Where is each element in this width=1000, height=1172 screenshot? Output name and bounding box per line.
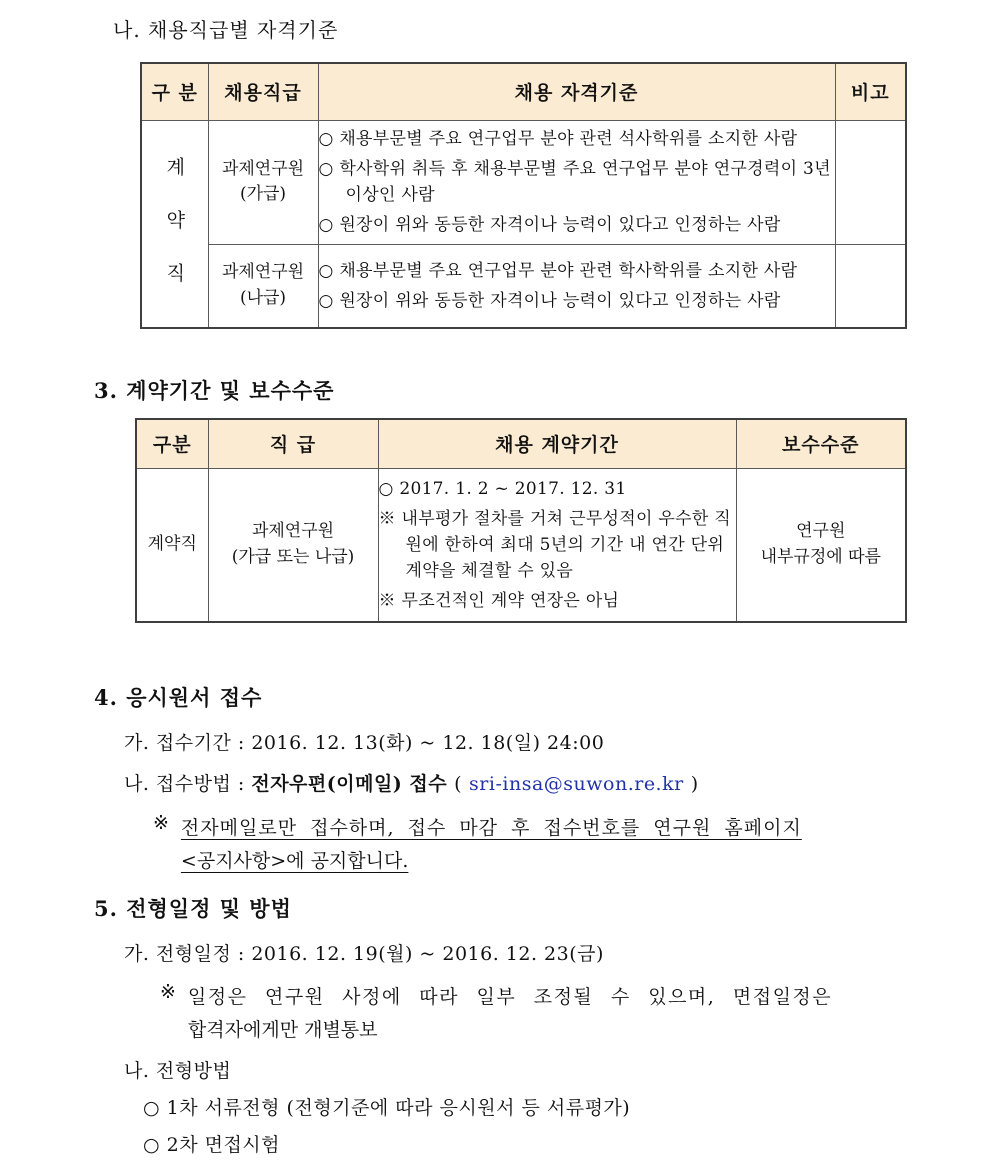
t2-pay-cell	[736, 468, 906, 622]
t1-row2-note-cell	[835, 244, 906, 328]
schedule-note	[160, 981, 960, 1047]
application-note-line1: 전자메일로만 접수하며, 접수 마감 후 접수번호를 연구원 홈페이지	[180, 817, 802, 839]
criteria-bullet: ○ 채용부문별 주요 연구업무 분야 관련 학사학위를 소지한 사람	[318, 260, 798, 281]
selection-schedule-item: 가. 전형일정 : 2016. 12. 19(월) ~ 2016. 12. 23(금)	[124, 943, 604, 965]
qualification-row-grade-b	[141, 244, 906, 328]
contract-table	[135, 418, 907, 623]
application-method-item	[124, 769, 706, 796]
t1-header-criteria: 채용 자격기준	[318, 63, 835, 120]
t1-row1-criteria-cell	[318, 120, 835, 244]
t1-row2-grade-class: (나급)	[239, 287, 287, 308]
selection-method-item: 나. 전형방법	[124, 1060, 232, 1082]
contract-table-header-row	[136, 419, 906, 468]
t2-category-cell: 계약직	[136, 468, 208, 622]
application-period-item: 가. 접수기간 : 2016. 12. 13(화) ~ 12. 18(일) 24:00	[124, 732, 605, 754]
period-bullet: ※ 무조건적인 계약 연장은 아님	[378, 590, 620, 611]
reference-mark: ※	[153, 812, 169, 834]
t1-row2-grade-cell	[208, 244, 318, 328]
application-note-line2: <공지사항>에 공지합니다.	[180, 850, 409, 872]
application-method-prefix: 나. 접수방법 :	[124, 773, 252, 795]
qualification-table-header-row	[141, 63, 906, 120]
selection-method-step2: ○ 2차 면접시험	[143, 1134, 281, 1156]
t1-header-grade: 채용직급	[208, 63, 318, 120]
criteria-bullet: ○ 원장이 위와 동등한 자격이나 능력이 있다고 인정하는 사람	[318, 215, 781, 235]
t2-grade-class: (가급 또는 나급)	[231, 546, 355, 567]
t1-row1-grade-name: 과제연구원	[221, 158, 305, 179]
t2-pay-line2: 내부규정에 따름	[760, 546, 881, 567]
t2-period-cell	[378, 468, 736, 622]
t2-grade-cell	[208, 468, 378, 622]
t1-header-note: 비고	[835, 63, 906, 120]
selection-method-step1: ○ 1차 서류전형 (전형기준에 따라 응시원서 등 서류평가)	[143, 1097, 631, 1119]
criteria-bullet: ○ 채용부문별 주요 연구업무 분야 관련 석사학위를 소지한 사람	[318, 129, 798, 149]
t2-header-pay: 보수수준	[736, 419, 906, 468]
t1-header-category: 구 분	[141, 63, 208, 120]
paren-close: )	[690, 773, 699, 795]
t2-grade-name: 과제연구원	[251, 521, 335, 542]
application-method-email-label: 전자우편(이메일) 접수	[251, 773, 448, 795]
contract-table-body-row	[136, 468, 906, 622]
schedule-note-line2: 합격자에게만 개별통보	[187, 1019, 378, 1041]
heading-selection-schedule: 5. 전형일정 및 방법	[94, 896, 292, 921]
heading-contract-period: 3. 계약기간 및 보수수준	[94, 378, 335, 403]
t2-header-grade: 직 급	[208, 419, 378, 468]
t1-row1-grade-class: (가급)	[239, 184, 287, 204]
t2-header-category: 구분	[136, 419, 208, 468]
t1-row1-note-cell	[835, 120, 906, 244]
criteria-bullet: ○ 학사학위 취득 후 채용부문별 주요 연구업무 분야 연구경력이 3년 이상인 사람	[318, 159, 831, 205]
schedule-note-line1: 일정은 연구원 사정에 따라 일부 조정될 수 있으며, 면접일정은	[187, 986, 833, 1008]
period-bullet: ○ 2017. 1. 2 ~ 2017. 12. 31	[378, 478, 627, 499]
t2-pay-line1: 연구원	[796, 521, 846, 542]
application-email-link[interactable]: sri-insa@suwon.re.kr	[469, 773, 684, 795]
t2-header-period: 채용 계약기간	[378, 419, 736, 468]
period-bullet: ※ 내부평가 절차를 거쳐 근무성적이 우수한 직원에 한하여 최대 5년의 기간 내 연간 단위 계약을 체결할 수 있음	[378, 508, 732, 581]
criteria-bullet: ○ 원장이 위와 동등한 자격이나 능력이 있다고 인정하는 사람	[318, 290, 781, 311]
contract-group-label: 계약직	[163, 156, 186, 316]
application-note	[153, 812, 943, 878]
heading-qualification-by-grade: 나. 채용직급별 자격기준	[113, 18, 339, 42]
t1-row2-grade-name: 과제연구원	[221, 262, 305, 283]
paren-open: (	[454, 773, 463, 795]
t1-row1-grade-cell	[208, 120, 318, 244]
qualification-row-grade-a	[141, 120, 906, 244]
t1-row2-criteria-cell	[318, 244, 835, 328]
reference-mark: ※	[160, 981, 176, 1003]
qualification-table	[140, 62, 907, 329]
heading-application-submission: 4. 응시원서 접수	[94, 685, 263, 710]
t1-group-cell	[141, 120, 208, 328]
